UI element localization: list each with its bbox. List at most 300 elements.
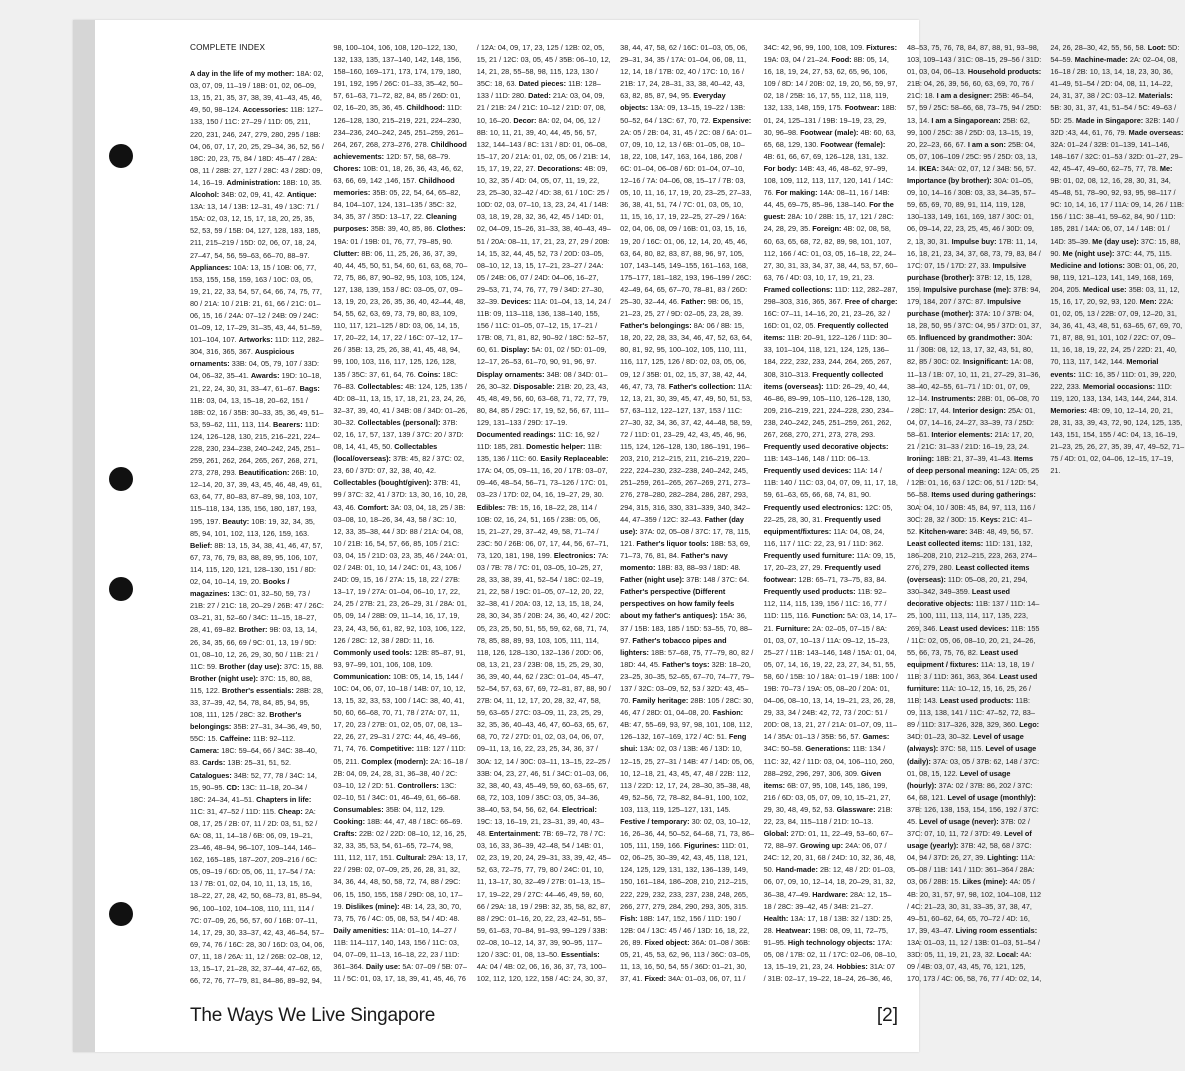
index-refs: 12D: 57, 58, 68–79. [386, 151, 451, 161]
index-term: For the guest: [763, 200, 894, 222]
index-term: Dated pieces: [518, 79, 567, 89]
index-entry [620, 732, 754, 814]
index-term: Electronics: [553, 550, 596, 560]
index-refs: 11A: 14 / 11B: 140 / 11C: 03, 04, 07, 09, 11, 17, 18, 59, 61–63, 65, 66, 68, 74, 81, 90. [763, 466, 898, 500]
index-refs: 24A: 06, 07 / 24C: 12, 20, 31, 68 / 24D: 10, 32, 36, 48, 50. [763, 841, 896, 875]
index-term: Keys: [980, 514, 1001, 524]
index-refs: 12B: 85–87, 91, 93, 97–99, 101, 106, 108, 109. [333, 647, 466, 669]
index-refs: 34B: 02, 09, 41, 42. [221, 190, 285, 200]
index-term: Importance (by brother): [906, 176, 992, 186]
index-term: Materials: [1138, 91, 1173, 101]
index-refs: 11B: 92–112, 114, 115, 139, 156 / 11C: 16, 77 / 11D: 115, 116. [763, 587, 887, 621]
index-refs: 17A: 05, 08 / 17B: 02, 11 / 17C: 02–06, 08–10, 13, 15–19, 21, 23, 24. [763, 937, 897, 972]
index-term: Antique: [286, 190, 317, 200]
index-entry [227, 178, 322, 187]
index-term: Frequently used products: [763, 587, 856, 597]
index-refs: 19C: 13, 16–19, 21, 23–31, 39, 40, 43–48. [476, 817, 604, 839]
index-term: Beauty: [222, 516, 250, 526]
index-refs: 19A: 03, 04 / 21–24. [763, 55, 830, 65]
index-term: Interior elements: [931, 430, 993, 439]
index-refs: 10B: 01, 18, 26, 36, 43, 46, 62, 63, 66, 69, 142 ,146, 157. [333, 163, 464, 186]
index-refs: 13A: 01–03, 11, 12 / 13B: 01–03, 51–54 / 33D: 05, 11, 19, 21, 23, 32. [906, 937, 1040, 960]
index-refs: 35B: 27–31, 34–36, 49, 50, 55C: 15. [190, 722, 322, 744]
index-term: Commonly used tools: [333, 647, 413, 657]
index-term: Frequently used electronics: [763, 502, 863, 512]
index-term: Expensive: [712, 115, 752, 125]
index-term: Appliances: [190, 262, 232, 272]
index-refs: 26B: 10, 12–14, 20, 37, 39, 43, 45, 46, 48, 49, 61, 63, 64, 77, 80–83, 87–89, 98, 103, 107, 115–118, 134, 135, 156, 180, 187, 193, 195, 197. [190, 468, 322, 526]
index-entry [1050, 297, 1182, 366]
index-term: I am a Singaporean: [931, 115, 1001, 125]
index-refs: 25A: 01, 04, 07, 14–16, 24–27, 33–39, 73 / 25D: 58–61. [906, 405, 1036, 439]
index-term: Father's toys: [661, 659, 710, 669]
index-term: Father's liquor tools: [636, 538, 709, 548]
index-entry [220, 734, 296, 743]
index-term: Footwear (male): [800, 127, 859, 137]
index-term: Impulsive purchase (me): [923, 284, 1012, 294]
index-refs: 10B: 19, 32, 34, 35, 85, 94, 101, 102, 113, 126, 159, 163. [190, 516, 315, 538]
index-term: Clothes: [436, 224, 466, 234]
index-refs: 4A: 05 / 4B: 20, 31, 57, 97, 98, 102, 104–108, 112 / 4C: 21–23, 30, 31, 33–35, 37, 38, 47, 49–51, 60–62, 64, 65, 70–72 / 4D: 16, 17, 39, 43–47. [906, 877, 1042, 935]
index-term: Foreign: [812, 224, 842, 234]
index-refs: 11B: 135, 136 / 11C: 60. [476, 442, 602, 464]
index-term: Communication: [333, 671, 391, 681]
index-term: Items used during gatherings: [931, 490, 1036, 500]
index-term: Instruments: [931, 393, 976, 403]
index-refs: 11D: 112, 282–304, 316, 365, 367. [190, 335, 324, 357]
index-refs: 18B: 21, 37–39, 41–43. [936, 454, 1013, 464]
index-term: A day in the life of my mother: [190, 69, 295, 79]
index-refs: 11D: 112, 282–287, 298–303, 316, 365, 367. [763, 284, 898, 306]
index-term: For body: [763, 163, 798, 173]
index-refs: 14B: 43, 46, 48–62, 97–99, 108, 109, 112, 113, 117, 120, 141 / 14C: 76. [763, 163, 893, 198]
index-term: Level of usage (never): [919, 817, 999, 826]
index-refs: 34A: 01–03, 06, 07, 11 / 34C: 42, 96, 99, 100, 108, 109. [668, 43, 865, 984]
index-refs: 11D: 124, 126–128, 130, 215, 216–221, 224–228, 230, 234–238, 240–242, 245, 251–259, 261, 262, 264, 265, 267, 268, 271, 273, 278, 293. [190, 419, 320, 478]
index-term: Display ornaments: [476, 369, 545, 379]
index-term: Frequently used furniture: [763, 550, 855, 560]
index-refs: 9B: 01, 02, 08, 12, 16, 28, 30, 31, 34, 45–48, 51, 78–90, 92, 93, 95, 98–117 / 9C: 10, 14, 16, 17 / 11A: 09, 14, 26 / 11B: 156 / 11C: 38–41, 59–62, 84, 90 / 11D: 185, 281 / 14A: 06, 07, 14 / 14B: 01 / 14D: 35–39. [1050, 176, 1184, 246]
index-term: Brother (day use): [219, 661, 282, 671]
index-term: IKEA: [919, 163, 940, 173]
index-refs: 11A: 01–04, 13, 14, 24 / 11B: 09, 113–118, 136, 138–140, 155, 156 / 11C: 01–05, 07–12, 15, 17–21 / 17B: 08, 71, 81, 82, 90–92 / 18C: 52–57, 60, 61. [476, 296, 611, 355]
index-refs: 17A: 04, 05, 09–11, 16, 20 / 17B: 03–07, 09–46, 48–54, 56–71, 73–126 / 17C: 01, 03–23 / 17D: 02, 04, 16, 19–27, 29, 30. [476, 466, 608, 500]
index-refs: 13A: 13, 14 / 13B: 12–31, 49 / 13C: 71 / 15A: 02, 03, 12, 15, 17, 18, 20, 25, 35, 52, 53, 59 / 15B: 04, 127, 128, 183, 185, 211, 215–219 / 15D: 02, 06, 07, 18, 24, 27–47, 54, 56, 59–63, 66–70, 88–97. [190, 202, 321, 260]
index-term: Childhood: [406, 103, 445, 113]
index-refs: 2A: 02–05, 07–15 / 8A: 01, 03, 07, 10–13 / 11A: 09–12, 15–23, 25–27 / 11B: 143–146, 148 / 15A: 01, 04, 05, 07, 14, 16, 19, 22, 23, 27, 34, 51, 55, 58, 60 / 15B: 10 / 18A: 01–19 / 18B: 100 / 19B: 70–73 / 19A: 05, 08–20 / 20A: 01, 04–06, 08–10, 13, 14, 19–21, 23, 26, 28, 29, 33, 34 / 24B: 42, 72, 73 / 20C: 51 / 20D: 08, 13, 21, 27 / 21A: 01–07, 09, 11–14 / 35A: 01–13 / 35B: 56, 57. [763, 623, 898, 742]
index-term: Bags: [299, 383, 320, 393]
index-refs: 13B: 25–31, 51, 52. [227, 758, 292, 768]
index-entry [764, 466, 898, 499]
index-refs: 30A: 04, 10 / 30B: 45, 84, 97, 113, 116 / 30C: 28, 32 / 30D: 15. [906, 502, 1036, 524]
index-term: Bearers: [273, 419, 303, 429]
index-refs: 19A: 01 / 19B: 01, 76, 77, 79–85, 90. [333, 236, 453, 246]
index-term: Cleaning purposes: [333, 212, 457, 234]
index-term: Chores: [333, 163, 361, 173]
index-term: Health: [763, 913, 789, 923]
index-refs: 4B: 124, 125, 135 / 4D: 08–11, 13, 15, 17, 18, 21, 23, 24, 26, 32–37, 39, 40, 41 / 34B: 08 / 34D: 01–26, 30–32. [333, 381, 468, 427]
index-term: Father (day use): [620, 514, 744, 536]
index-term: Collectables: [357, 381, 404, 391]
index-refs: 37B: 45, 82 / 37C: 02, 23, 60 / 37D: 07, 32, 38, 40, 42. [333, 454, 465, 476]
index-term: Daily use: [365, 962, 401, 972]
index-term: Least collected items: [906, 538, 984, 548]
index-entry [907, 454, 1014, 463]
index-entry [333, 249, 467, 379]
index-term: Impulsive purchase (brother): [906, 260, 1027, 282]
index-refs: 18B: 57–68, 75, 77–79, 80, 82 / 18D: 44, 45. [620, 647, 754, 669]
index-refs: 31A: 07 / 31B: 02–17, 19–22, 18–24, 26–36, 46, 48–53, 75, 76, 78, 84, 87, 88, 91, 93–98, 103, 109–143 / 31C: 08–15, 29–56 / 31D: 01, 03, 04, 06–13. [763, 43, 1042, 984]
index-term: Least used products: [939, 696, 1014, 706]
index-term: Fashion: [712, 708, 744, 718]
index-term: Insignificant: [962, 357, 1009, 367]
index-entry [764, 442, 889, 463]
index-refs: 5A: 03, 14, 17–21. [763, 611, 897, 633]
index-refs: 11B: 20–91, 122–126 / 11D: 30–33, 101–104, 118, 121, 124, 125, 136–184, 222, 232, 233, 244, 264, 265, 267, 308, 310–313. [763, 333, 892, 379]
page-number: [2] [876, 1005, 898, 1026]
index-term: Camera: [190, 746, 220, 756]
index-refs: 34C: 50–58. [763, 744, 804, 754]
index-term: Living room essentials: [955, 925, 1038, 935]
index-term: Me: [1159, 163, 1173, 173]
index-heading: COMPLETE INDEX [190, 43, 266, 52]
index-term: Made overseas: [1128, 127, 1184, 137]
index-refs: 30A: 11 / 30B: 08, 12, 13, 17, 32, 43, 51, 80, 82, 85 / 30C: 02. [906, 333, 1033, 367]
index-refs: 5B: 30, 31, 37, 41, 51–54 / 5C: 49–63 / 5D: 25. [1050, 103, 1177, 125]
index-refs: 5A: 01, 02 / 5D: 01–09, 12–17, 26–53, 61–70, 90, 91, 96, 97. [476, 345, 607, 367]
index-refs: 21B: 20, 23, 43, 45, 48, 49, 56, 60, 63–68, 71, 72, 77, 79, 80, 84, 85 / 29C: 17, 19, 52, 56, 67, 111–129, 131–133 / 29D: 17–19. [476, 381, 609, 427]
index-refs: 11B: 09, 113, 138, 141 / 11C: 47–52, 72, 83–89 / 11D: 317–326, 328, 329, 360. [906, 696, 1035, 730]
index-term: Collectables (local/overseas): [333, 442, 438, 464]
index-refs: 2A: 05 / 2B: 04, 31, 45 / 2C: 08 / 6A: 01–07, 09, 10, 12, 13 / 6B: 01–05, 08, 10–18, 22, 108, 147, 163, 164, 186, 208 / 6C: 01–04, 06–08 / 6D: 01–04, 07–10, 12–16 / 7A: 04–06, 08, 15–17 / 7B: 03, 05, 10, 11, 16, 17, 19, 20, 23–25, 27–33, 36, 38, 41, 51, 74 / 7C: 01, 03, 05, 10, 11, 15, 16, 17, 19, 22–25, 27–29 / 16A: 02, 04, 06, 08, 09 / 16B: 01, 03, 15, 16, 19, 20 / 16C: 01, 06, 12, 14, 20, 45, 46, 63, 64, 80, 82, 83, 87, 88, 96, 97, 105, 107, 143–145, 149–155, 161–163, 168, 175–177, 181–182, 193, 196–199 / 26C: 42–49, 64, 65, 67–70, 78–81, 83 / 26D: 25–30, 32–44, 46. [620, 127, 752, 306]
index-term: Everyday objects: [620, 91, 726, 113]
index-entry [764, 624, 898, 742]
index-term: Least used equipment / fixtures: [906, 647, 1019, 669]
index-entry [907, 176, 1036, 245]
index-term: Brother's belongings: [190, 710, 302, 732]
index-refs: 18B: 53, 69, 71–73, 76, 81, 84. [620, 538, 751, 560]
index-refs: 11B: 92–112. [252, 734, 296, 744]
index-term: Level of usage (yearly): [906, 829, 1032, 851]
index-entry [333, 648, 465, 669]
index-refs: 18A: 02, 03, 07, 09, 11–19 / 18B: 01, 02, 06–09, 13, 15, 21, 35, 37, 38, 39, 41–43, 45, 46, 49, 50, 98–124. [190, 69, 324, 115]
index-refs: 12C: 05, 22–25, 28, 30, 31. [763, 502, 893, 524]
index-refs: 11B: 134 / 11C: 32, 42 / 11D: 03, 04, 106–110, 260, 288–292, 296, 297, 306, 309. [763, 744, 895, 778]
index-term: Dislikes (mine): [345, 901, 400, 911]
index-refs: 12A: 05, 25 / 12B: 01, 16, 63 / 12C: 06, 51 / 12D: 54, 56–58. [906, 466, 1040, 500]
index-refs: 11B: 127 / 11D: 05, 211. [333, 744, 466, 766]
index-refs: 18C: 76–83. [333, 369, 458, 391]
index-refs: 12B: 65–71, 73–75, 83, 84. [798, 575, 887, 585]
index-term: Level of usage (hourly): [906, 768, 1011, 790]
index-refs: 10A: 13, 15 / 10B: 06, 77, 153, 155, 158, 159, 163 / 10C: 03, 05, 19, 21, 22, 33, 54, 57, 64, 66, 74, 75, 77, 80 / 21A: 10 / 21B: 21, 61, 66 / 21C: 01–06, 15, 16 / 24A: 07–12 / 24B: 09 / 24C: 01–09, 12, 17–29, 31–35, 43, 44, 51–59, 101–104, 107. [190, 262, 322, 345]
index-term: Footwear: [844, 103, 880, 113]
binder-hole [109, 577, 133, 601]
index-term: Interior design: [952, 405, 1006, 415]
binder-hole [109, 467, 133, 491]
index-term: Father's collection: [668, 381, 736, 391]
index-refs: 11B: 155 / 11C: 02, 05, 06, 08–10, 20, 21, 24–26, 55, 66, 73, 75, 76, 82. [906, 623, 1040, 657]
index-entry [919, 164, 1036, 173]
index-term: Kitchen-ware: [919, 526, 968, 536]
index-term: Memories: [1050, 405, 1087, 415]
index-refs: 21A: 03, 04, 09, 21 / 21B: 24 / 21C: 10–12 / 21D: 07, 08, 10, 16–20. [476, 91, 606, 125]
index-term: Brother's essentials: [221, 685, 294, 695]
index-refs: 11B: 143–146, 148 / 11D: 06–13. [763, 454, 870, 464]
index-term: Electrical: [562, 804, 597, 814]
index-refs: 35B: 05, 22, 54, 64, 65–82, 84, 104–107, 124, 131–135 / 35C: 32, 34, 35, 37 / 35D: 13–17, 22. [333, 188, 461, 222]
index-term: Collectables (personal): [357, 417, 441, 427]
index-refs: 11A: 01–10, 14–27 / 11B: 114–117, 140, 143, 156 / 11C: 03, 04, 07–09, 11–13, 16–18, 22, 23 / 11D: 361–364. [333, 925, 460, 972]
index-term: Brother: [238, 625, 268, 635]
index-term: Generations: [805, 744, 851, 754]
index-refs: 11A: 09, 15, 17, 20–23, 27, 29. [763, 550, 896, 573]
index-term: Administration: [226, 177, 281, 187]
index-term: Me (day use): [1092, 236, 1139, 246]
index-refs: 37A: 10 / 37B: 04, 18, 28, 50, 95 / 37C: 04, 95 / 37D: 01, 37, 65. [906, 309, 1042, 343]
index-refs: 11D: 131, 132, 186–208, 210, 212–215, 223, 263, 274–276, 279, 280. [906, 538, 1037, 573]
index-term: Family heritage: [632, 696, 689, 706]
index-refs: 37B: 148 / 37C: 64. [686, 575, 750, 585]
index-refs: 16C: 07–11, 14–16, 20, 21, 23–26, 32 / 16D: 01, 02, 05. [763, 309, 891, 331]
binding-strip [73, 20, 95, 1052]
index-refs: 34D: 01–23, 30–32. [906, 732, 972, 742]
index-refs: 37B: 126, 138, 153, 154, 156, 192 / 37C: 45. [906, 804, 1039, 826]
index-term: Games: [862, 732, 890, 742]
index-term: Beautification: [238, 468, 290, 478]
index-term: Least collected items (overseas): [906, 563, 1030, 585]
index-term: Comfort: [357, 502, 389, 512]
index-term: Frequently used equipment/fixtures: [763, 514, 881, 536]
index-refs: 25B: 62, 99, 100 / 25C: 38 / 25D: 03, 13–15, 19, 20, 22–23, 66, 67. [906, 115, 1034, 149]
index-term: Festive / temporary: [620, 817, 690, 826]
index-refs: 30B: 01, 06, 20, 98, 119, 121–123, 141, 149, 168, 169, 204, 205. [1050, 260, 1179, 294]
index-term: Impulse buy: [951, 236, 997, 246]
index-entry [333, 902, 461, 923]
index-refs: 4B: 60, 63, 65, 68, 129, 130. [763, 127, 896, 149]
index-term: Artworks: [238, 335, 273, 345]
index-term: Fish: [620, 913, 638, 923]
index-entry [202, 758, 291, 767]
index-refs: 37C: 15, 80, 88, 115, 122. [190, 673, 313, 695]
index-refs: 8B: 13, 15, 34, 38, 41, 46, 47, 57, 67, 73, 76, 79, 83, 88, 89, 95, 106, 107, 114, 115, 120, 121, 128–130, 151 / 8D: 02, 04, 10–14, 19, 20. [190, 540, 323, 587]
index-term: Consumables: [333, 804, 384, 814]
index-term: Free of charge: [844, 296, 898, 306]
index-refs: 11C: 31, 47–52 / 11D: 115. [190, 806, 277, 816]
index-entry [333, 805, 444, 814]
index-term: Machine-made: [1074, 55, 1128, 65]
index-refs: 11C: 16, 92 / 11D: 185, 281. [476, 430, 600, 452]
index-refs: 34B: 52, 77, 78 / 34C: 14, 15, 90–95. [190, 770, 317, 792]
index-refs: 4B: 61, 66, 67, 69, 126–128, 131, 132. [763, 151, 889, 161]
index-refs: 9B: 06, 15, 21–23, 25, 27 / 9D: 02–05, 23, 28, 39. [620, 296, 744, 319]
index-refs: 37A: 02, 05–08 / 37C: 17, 78, 115, 121. [620, 526, 751, 548]
index-refs: 6B: 07, 95, 108, 145, 186, 199, 216 / 6D: 03, 05, 07, 09, 10, 15–21, 27, 29, 30, 48, 49, 52, 53. [763, 780, 891, 814]
index-refs: 4B: 09, 10, 12–14, 20, 21, 28, 31, 33, 39, 43, 72, 90, 124, 125, 135, 143, 151, 154, 155 / 4C: 04, 13, 16–19, 21–23, 25, 26, 27, 35, 39, 47, 49–52, 71–75 / 4D: 01, 02, 04–06, 12–15, 17–19, 21. [1050, 405, 1185, 476]
index-term: Figurines: [684, 841, 720, 851]
index-term: Fixed object: [644, 937, 690, 947]
index-term: Complex (modern): [361, 756, 429, 766]
index-refs: 8B: 05, 14, 16, 18, 19, 24, 27, 53, 62, 65, 96, 106, 109 / 8D: 14 / 20B: 02, 19, 20, 56, 59, 97, 02, 18 / 25B: 16, 17, 55, 112, 118, 119, 132, 133, 148, 159, 175. [763, 55, 898, 113]
index-term: Least used decorative objects: [906, 587, 1011, 609]
index-entry [477, 551, 611, 814]
index-refs: 25B: 46–54, 57, 59 / 25C: 58–66, 68, 73–75, 94 / 25D: 13, 14. [906, 91, 1042, 125]
index-refs: 29A: 13, 17, 22 / 29B: 02, 07–09, 25, 26, 28, 31, 32, 34, 36, 44, 48, 50, 58, 72, 74, 88 / 29C: 06, 15, 150, 155, 158 / 29D: 08, 10, 17–19. [333, 853, 468, 911]
index-term: Medical use: [1082, 284, 1127, 294]
index-refs: 37C: 15, 88, 90. [1050, 236, 1181, 258]
index-term: Father's belongings: [620, 321, 692, 331]
index-refs: 7B: 69–72, 78 / 7C: 03, 16, 33, 36–39, 42–48, 54 / 14B: 01, 02, 23, 19, 20, 24, 29–31, 33, 39, 42, 45–52, 63, 72–75, 77, 79, 80 / 24C: 01, 10, 11, 13–17, 30, 32–49 / 27B: 01–13, 15–17, 19–22, 29 / 27C: 44–46, 49, 59, 60, 66 / 29A: 18, 19 / 29B: 32, 35, 58, 82, 87, 88 / 29C: 01–16, 20, 22, 23, 42–51, 55–59, 61–63, 70–84, 91–93, 99–129 / 33B: 02–08, 10–12, 14, 37, 39, 90–95, 117–120 / 33C: 01, 08, 13–50. [476, 829, 611, 960]
index-term: Disposable: [513, 381, 555, 391]
index-refs: 18B: 01, 24, 125–131 / 19B: 19–19, 23, 29, 30, 96–98. [763, 103, 897, 137]
index-refs: 11A: 10–12, 15, 16, 25, 26 / 11B: 143. [906, 683, 1031, 706]
index-columns [190, 42, 1185, 990]
index-refs: 34B: 08 / 34D: 01–26, 30–32. [476, 369, 608, 391]
index-term: Cheap: [278, 806, 303, 816]
index-refs: 19B: 08, 09, 11, 72–75, 91–95. [763, 925, 888, 947]
index-refs: 25B: 04, 05, 07, 106–109 / 25C: 95 / 25D: 03, 13, 14. [906, 139, 1038, 173]
index-entry [333, 817, 462, 826]
index-entry [333, 503, 467, 645]
index-entry [477, 829, 611, 959]
index-term: Father (night use): [620, 575, 685, 585]
index-refs: 5A: 07–09 / 5B: 07–11 / 5C: 01, 03, 17, 18, 39, 41, 45, 46, 76 / 12A: 04, 09, 17, 23, 125 / 12B: 02, 05, 15, 21 / 12C: 03, 05, 45 / 35B: 06–10, 12, 14, 21, 28, 55–58, 98, 115, 123, 130 / 35C: 18, 63. [333, 43, 611, 984]
index-entry [477, 164, 611, 306]
index-refs: 37B: 41, 99 / 37C: 32, 41 / 37D: 13, 30, 16, 10, 28, 43, 46. [333, 478, 468, 512]
index-refs: 28B: 105 / 28C: 30, 46, 47 / 28D: 01, 04–08, 20. [620, 696, 754, 718]
index-term: I am a son: [967, 139, 1006, 149]
binder-hole [109, 144, 133, 168]
index-entry [190, 190, 287, 199]
index-refs: 32B: 18–20, 23–25, 30–35, 52–65, 67–70, 74–77, 79–137 / 32C: 03–09, 52, 53 / 32D: 43, 45–70. [620, 659, 755, 706]
index-entry [620, 382, 752, 524]
index-term: Accessories: [242, 105, 289, 115]
index-term: High technology objects: [787, 937, 876, 947]
index-term: Books / magazines: [190, 577, 290, 599]
index-refs: 37B: 02 / 37C: 07, 10, 11, 72 / 37D: 49. [906, 817, 1030, 839]
index-refs: 7B: 15, 16, 18–22, 28, 114 / 10B: 02, 16, 24, 51, 165 / 23B: 05, 06, 15, 21–27, 29, 37–42, 49, 58, 71–74 / 23C: 50 / 26B: 06, 07, 17, 44, 56, 67–71, 73, 120, 181, 198, 199. [476, 502, 609, 560]
index-refs: 8B: 06, 11, 25, 26, 36, 37, 39, 40, 44, 45, 50, 51, 54, 60, 61, 63, 68, 70–72, 75, 86, 87, 90–92, 95, 103, 105, 124, 127, 138, 139, 153 / 8C: 03–05, 07, 09–13, 19, 20, 23, 26, 35, 36, 40, 42–44, 48, 54, 55, 62, 63, 69, 73, 79, 80, 83, 109, 110, 117, 121–125 / 8D: 03, 06, 14, 15, 17, 20–22, 14, 17, 22 / 16C: 07–12, 17–26 / 35B: 13, 25, 26, 38, 41, 45, 48, 94, 99, 100, 103, 116, 117, 125, 126, 128, 135 / 35C: 37, 61, 64, 76. [333, 248, 468, 379]
index-refs: 32A: 01–24 / 32B: 01–139, 141–146, 148–167 / 32C: 01–53 / 32D: 01–27, 29–42, 45–47, 49–60, 62–75, 77, 78. [1050, 139, 1183, 173]
index-term: Least used devices: [939, 623, 1009, 633]
index-refs: 18B: 83, 88–93 / 18D: 48. [657, 563, 741, 573]
index-term: Ironing: [906, 454, 935, 464]
index-term: Collectables (bought/given): [333, 478, 432, 488]
index-term: Clutter: [333, 248, 360, 258]
index-refs: 11C: 16, 35 / 11D: 01, 39, 220, 222, 233. [1050, 369, 1177, 391]
index-refs: 11B: 137 / 11D: 14–25, 100, 111, 113, 114, 117, 135, 223, 269, 346. [906, 599, 1040, 633]
index-refs: 18B: 10, 35. [282, 177, 322, 187]
index-term: Easily Replaceable: [540, 454, 609, 464]
index-term: Childhood memories: [333, 176, 455, 198]
index-refs: 21A: 17, 20, 21 / 21C: 31–33 / 21D: 16–19, 23, 24. [906, 430, 1034, 452]
index-refs: 28B: 01, 06–08, 70 / 28C: 17, 44. [906, 393, 1040, 415]
index-refs: 8A: 02, 04, 06, 12 / 8B: 10, 11, 21, 39, 40, 44, 45, 56, 57, 132, 144–143 / 8C: 131 / 8D: 01, 06–08, 15–17, 20 / 21A: 01, 02, 05, 06 / 21B: 14, 15, 17, 19, 22, 27. [476, 115, 611, 173]
index-page [73, 20, 1185, 1052]
index-refs: 15A: 36, 37 / 15B: 183, 185 / 15D: 53–55, 70, 88–97. [620, 611, 753, 645]
index-term: Memorial occasions: [1082, 381, 1155, 391]
index-term: Function: [811, 611, 846, 621]
index-refs: 8A: 06 / 8B: 15, 18, 20, 22, 28, 33, 34, 46, 47, 52, 63, 64, 80, 81, 92, 95, 100–102, 105, 110, 111, 116, 117, 125, 126 / 8D: 02, 03, 05, 06, 09, 12 / 35B: 01, 02, 15, 37, 38, 42, 44, 46, 47, 73, 78. [620, 321, 753, 391]
index-entry [764, 370, 894, 439]
index-refs: 37B: 42, 58, 68 / 37C: 04, 94 / 37D: 26, 27, 39. [906, 841, 1032, 863]
index-refs: 13A: 17, 18 / 13B: 32 / 13D: 25, 28. [763, 913, 893, 935]
index-term: Local: [996, 950, 1019, 960]
index-refs: 37C: 58, 115. [940, 744, 984, 754]
index-term: Items of deep personal meaning: [906, 454, 1034, 476]
index-refs: 32B: 140 / 32D :43, 44, 61, 76, 79. [1050, 115, 1179, 137]
index-term: Decor: [513, 115, 537, 125]
index-term: Given items: [763, 768, 882, 790]
index-refs: 33B: 04, 05, 79, 107 / 33D: 04, 06–32, 35–41. [190, 359, 319, 381]
index-term: Framed collections: [763, 284, 833, 294]
index-term: Fixed: [644, 974, 667, 984]
index-term: Brother (night use): [190, 673, 259, 683]
index-term: Display: [501, 345, 530, 355]
index-term: Hobbies: [836, 962, 868, 972]
index-refs: 11B: 127–133, 150 / 11C: 27–29 / 11D: 05, 211, 220, 231, 246, 247, 279, 280, 295 / 18B: 04, 06, 07, 17, 20, 25, 29–34, 36, 52, 56 / 18C: 20, 23, 75, 84 / 18D: 45–47 / 28A: 08, 11 / 28B: 27, 127 / 28C: 43 / 28D: 09, 14, 16–19. [190, 105, 324, 187]
index-term: Frequently used footwear: [763, 563, 881, 585]
index-refs: 21B: 22, 23, 84, 115–118 / 21D: 10–13. [763, 804, 893, 826]
index-refs: 2A: 16–18 / 2B: 04, 09, 24, 28, 31, 36–38, 40 / 2C: 03–10, 12 / 2D: 51. [333, 756, 468, 790]
index-refs: 2B: 12, 48 / 2D: 01–03, 06, 07, 09, 10, 12–14, 18, 20–29, 31, 32, 36–38, 47–49. [763, 865, 896, 899]
index-term: Belief: [190, 540, 213, 550]
index-term: Glassware: [836, 804, 876, 814]
index-term: Household products: [967, 67, 1042, 77]
index-term: Documented readings: [476, 430, 556, 439]
index-refs: 3A: 03, 04, 18, 25 / 3B: 03–08, 10, 18–26, 34, 43, 58 / 3C: 10, 12, 33, 35–38, 44 / 3D: 88 / 21A: 04, 08, 10 / 21B: 16, 54, 57, 66, 85, 105 / 21C: 03, 04, 15 / 21D: 03, 23, 35, 46 / 24A: 01, 02 / 24B: 01, 10, 14 / 24C: 01, 43, 106 / 24D: 09, 15, 16 / 27A: 15, 18, 22 / 27B: 13–17, 19 / 27A: 01–04, 06–10, 17, 22, 24, 25 / 27B: 21, 23, 26–29, 31 / 28A: 01, 05, 09, 14 / 28B: 09, 11–14, 16, 17, 19, 23, 24, 43, 56, 61, 82, 92, 103, 106, 122, 126 / 28C: 12, 38 / 28D: 11, 16. [333, 502, 468, 645]
index-term: For making: [775, 188, 818, 198]
index-refs: 10B: 05, 14, 15, 144 / 10C: 04, 06, 07, 10–18 / 14B: 07, 10, 12, 13, 15, 32, 33, 53, 100 / 14C: 38, 40, 41, 50, 60, 66–68, 70, 71, 78 / 27A: 07, 11, 17, 20, 23 / 27B: 01, 02, 05, 07, 08, 13–22, 26, 27, 29–31 / 27C: 44, 46, 49–66, 71, 74, 76. [333, 671, 466, 754]
index-refs: 37C: 15, 88. [283, 661, 324, 671]
index-refs: 18B: 147, 152, 156 / 11D: 190 / 12B: 04 / 13C: 45 / 46 / 13D: 16, 18, 22, 26, 89. [620, 913, 750, 947]
index-entry [1063, 249, 1172, 258]
index-refs: 28B: 28, 33, 37–39, 42, 54, 78, 84, 85, 94, 95, 108, 111, 125 / 28C: 32. [190, 685, 324, 720]
index-refs: 21C: 41–52. [906, 514, 1032, 536]
index-entry [190, 190, 321, 259]
index-refs: 7A: 03 / 7B: 78 / 7C: 01, 03–05, 10–25, 27, 28, 33, 38, 39, 41, 52–54 / 18C: 02–19, 21, 22, 58 / 19C: 01–05, 07–12, 20, 22, 32–38, 41 / 20A: 03, 12, 13, 15, 18, 24, 28, 30, 34, 35 / 20B: 24, 36, 40, 42 / 20C: 05, 23, 25, 50, 51, 55, 59, 62, 68, 71, 74, 78, 85, 88, 89, 93, 103, 105, 111, 114, 118, 126, 128–130, 132–136 / 20D: 06, 08, 13, 21, 23 / 23B: 08, 15, 25, 29, 30, 36, 39, 40, 44, 62 / 23C: 01–04, 45–47, 52–54, 57, 63, 67, 69, 72–81, 87, 88, 90 / 27B: 04, 11, 12, 17, 20, 28, 32, 47, 58, 59, 63–65 / 27C: 03–09, 11, 23, 25, 29, 32, 35, 36, 40–43, 46, 47, 60–63, 65, 67, 68, 70, 72 / 27D: 01, 02, 03, 04, 06, 07, 09–11, 13, 16, 22, 23, 25, 34, 36, 37 / 30A: 12, 14 / 30C: 03–11, 13–15, 22–25 / 33B: 04, 23, 27, 46, 51 / 34C: 01–03, 06, 32, 38, 40, 43, 45–49, 59, 60, 63–65, 67, 68, 72, 103, 109 / 35C: 03, 05, 34–36, 38–40, 53, 54, 56, 62, 64. [476, 550, 611, 814]
index-term: Controllers: [397, 780, 439, 790]
index-refs: 27D: 01, 11, 22–49, 53–60, 67–72, 88–97. [763, 829, 893, 851]
index-term: Coins: [417, 369, 441, 379]
index-refs: 11D: 126–128, 130, 215–219, 221, 224–230, 234–236, 240–242, 245, 251–259, 261–264, 267, 268, 273–276, 278. [333, 103, 464, 149]
index-refs: 4B: 09, 10, 32, 35 / 4D: 04, 05, 07, 11, 19, 22, 23, 25–30, 32–42 / 4D: 38, 61 / 10C: 25 / 10D: 02, 03, 07–10, 13, 23, 24, 41 / 14B: 03, 18, 19, 28, 32, 36, 42, 45 / 14D: 01, 02, 04–09, 15–26, 31–33, 38, 40–43, 49–51 / 20A: 08–11, 17, 21, 23, 27, 29 / 20B: 14, 15, 32, 44, 45, 52, 73 / 20D: 03–05, 08–10, 12, 13, 15, 17–21, 23–27 / 24A: 05 / 24B: 06, 07 / 24D: 04–06, 16–27, 29–53, 71, 74, 76, 77, 79 / 34D: 27–30, 32–39. [476, 163, 611, 306]
index-refs: 13A: 09, 13–15, 19–22 / 13B: 50–52, 64 / 13C: 67, 70, 72. [620, 103, 746, 125]
index-term: Frequently used decorative objects: [763, 442, 889, 452]
index-refs: 4B: 02, 08, 58, 60, 63, 65, 68, 72, 82, 89, 98, 101, 107, 112, 166 / 4C: 01, 03, 05, 16–18, 22, 24–27, 30, 31, 33, 34, 37, 38, 44, 53, 57, 60–63, 76 / 4D: 03, 10, 17, 19, 21, 23. [763, 224, 898, 282]
index-term: Men: [1139, 296, 1157, 306]
index-term: Least used furniture: [906, 671, 1038, 693]
index-entry [190, 541, 323, 586]
index-term: Alcohol: [190, 190, 220, 200]
index-term: Growing up: [800, 841, 844, 851]
index-entry [620, 841, 748, 910]
index-refs: 28A: 10 / 28B: 15, 17, 121 / 28C: 24, 28, 29, 35. [763, 212, 894, 234]
index-term: Edibles: [476, 502, 506, 512]
index-term: Dated: [528, 91, 551, 101]
index-refs: 19D: 10–18, 21, 22, 24, 30, 31, 33–47, 61–67. [190, 371, 322, 393]
index-term: Cards: [202, 758, 226, 768]
index-term: Auspicious ornaments: [190, 347, 295, 369]
footer-title: The Ways We Live Singapore [190, 1005, 436, 1026]
index-term: Cooking: [333, 817, 366, 826]
index-term: Global: [763, 829, 789, 839]
index-term: Furniture: [775, 623, 811, 633]
index-entry [190, 105, 324, 187]
index-term: Frequently collected items: [763, 321, 889, 343]
binder-hole [109, 902, 133, 926]
index-term: I am a designer: [936, 91, 993, 101]
